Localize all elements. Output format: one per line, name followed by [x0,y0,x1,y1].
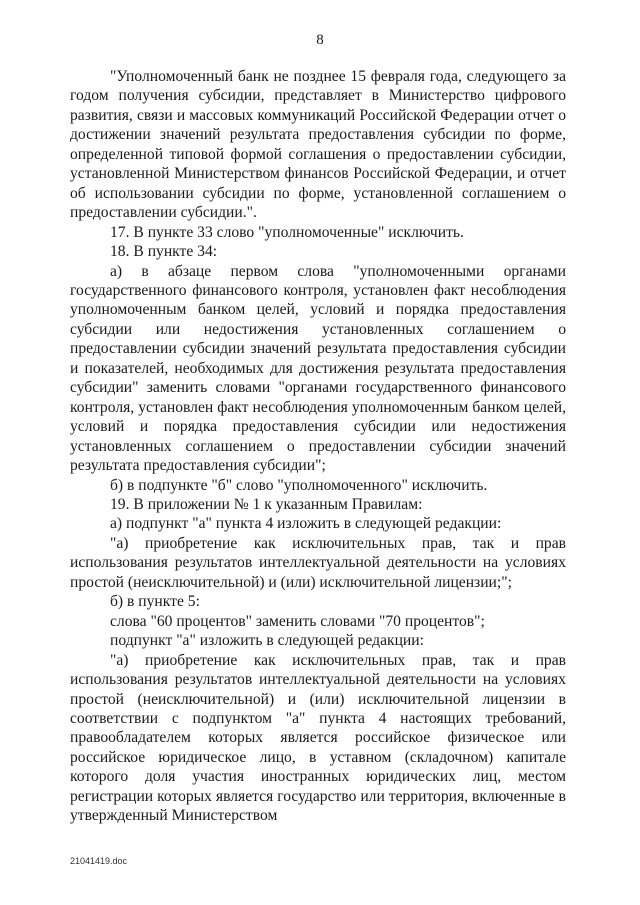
paragraph-19: 19. В приложении № 1 к указанным Правилам: [110,495,423,513]
paragraph-18: 18. В пункте 34: [110,243,218,261]
paragraph-19-b-subitem-text: "а) приобретение как исключительных прав, так и прав использования результатов интеллектуальной деятельности на условиях простой (неисключительной) и (или) исключительной лицензии в соответствии с подпунктом "а" пункта 4 настоящих требований, правообладателем которых является российское физическое или российское юридическое лицо, в уставном (складочном) капитале которого доля участия иностранных юридических лиц, местом регистрации которых является государство или территория, включенные в утвержденный Министерством [70,651,566,825]
paragraph-18-a: а) в абзаце первом слова "уполномоченными органами государственного финансового контроля, установлен факт несоблюдения уполномоченным банком целей, условий и порядка предоставления субсидии или недостижения установленных соглашением о предоставлении субсидии значений результата предоставления субсидии и показателей, необходимых для достижения результата предоставления субсидии" заменить словами "органами государственного финансового контроля, установлен факт несоблюдения уполномоченным банком целей, условий и порядка предоставления субсидии или недостижения установленных соглашением о предоставлении субсидии значений результата предоставления субсидии"; [70,262,566,475]
body-text [70,67,566,826]
paragraph-18-b: б) в подпункте "б" слово "уполномоченного" исключить. [110,476,488,494]
paragraph-19-a-text: "а) приобретение как исключительных прав, так и прав использования результатов интеллектуальной деятельности на условиях простой (неисключительной) и (или) исключительной лицензии;"; [70,534,566,591]
paragraph-17: 17. В пункте 33 слово "уполномоченные" исключить. [110,223,464,241]
paragraph-19-b-subitem: подпункт "а" изложить в следующей редакции: [110,632,424,650]
paragraph-19-b: б) в пункте 5: [110,593,200,611]
paragraph-bank-report: "Уполномоченный банк не позднее 15 февраля года, следующего за годом получения субсидии, представляет в Министерство цифрового развития, связи и массовых коммуникаций Российской Федерации отчет о достижении значений результата предоставления субсидии по форме, определенной типовой формой соглашения о предоставлении субсидии, установленной Министерством финансов Российской Федерации, и отчет об использовании субсидии по форме, установленной соглашением о предоставлении субсидии.". [70,68,566,222]
paragraph-19-a: а) подпункт "а" пункта 4 изложить в следующей редакции: [110,515,502,533]
paragraph-19-b-percent: слова "60 процентов" заменить словами "70 процентов"; [110,612,485,630]
footer-file-code: 21041419.doc [70,856,128,866]
page-number: 8 [316,32,324,48]
